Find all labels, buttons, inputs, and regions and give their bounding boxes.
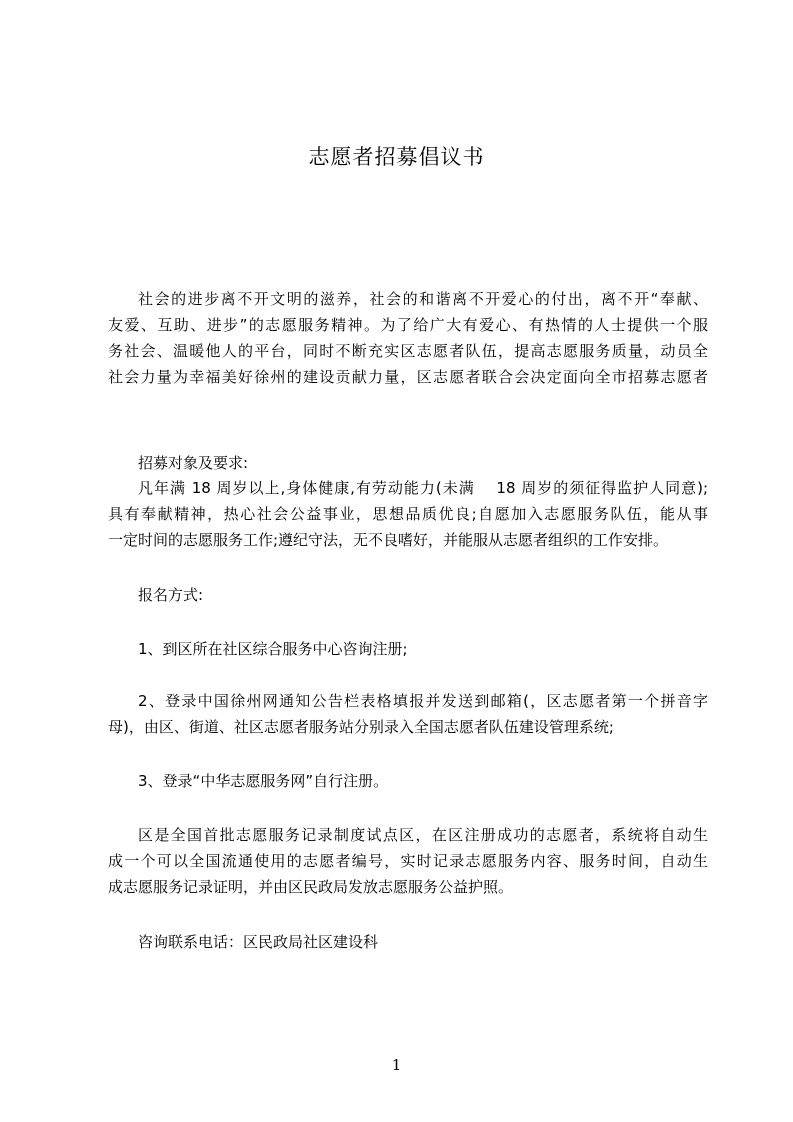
method-2-line: 母)，由区、街道、社区志愿者服务站分别录入全国志愿者队伍建设管理系统;: [108, 718, 614, 736]
method-3-text: 3、登录“中华志愿服务网”自行注册。: [138, 772, 389, 790]
intro-paragraph: [108, 286, 708, 390]
pilot-line: 成志愿服务记录证明，并由区民政局发放志愿服务公益护照。: [108, 878, 514, 896]
pilot-line: 成一个可以全国流通使用的志愿者编号，实时记录志愿服务内容、服务时间，自动生: [108, 852, 708, 870]
method-2-line: 2、登录中国徐州网通知公告栏表格填报并发送到邮箱(，区志愿者第一个拼音字: [138, 692, 708, 710]
page-title: 志愿者招募倡议书: [308, 145, 485, 169]
requirements-line: 具有奉献精神，热心社会公益事业，思想品质优良;自愿加入志愿服务队伍，能从事: [108, 505, 708, 523]
intro-line: 社会力量为幸福美好徐州的建设贡献力量，区志愿者联合会决定面向全市招募志愿者: [108, 368, 708, 386]
requirements-line: 一定时间的志愿服务工作;遵纪守法，无不良嗜好，并能服从志愿者组织的工作安排。: [108, 531, 669, 549]
method-1-text: 1、到区所在社区综合服务中心咨询注册;: [138, 640, 408, 658]
contact-text: 咨询联系电话：区民政局社区建设科: [138, 933, 379, 951]
requirements-paragraph: [108, 475, 708, 553]
requirements-heading: [108, 450, 708, 476]
requirements-line: 凡年满 18 周岁以上,身体健康,有劳动能力(未满 18 周岁的须征得监护人同意);: [138, 479, 708, 497]
signup-method-1: [108, 636, 708, 662]
pilot-line: 区是全国首批志愿服务记录制度试点区，在区注册成功的志愿者，系统将自动生: [138, 826, 708, 844]
signup-heading: [108, 582, 708, 608]
signup-method-3: [108, 768, 708, 794]
page-number: 1: [391, 1056, 402, 1074]
requirements-heading-text: 招募对象及要求:: [138, 454, 249, 472]
intro-line: 友爱、互助、进步”的志愿服务精神。为了给广大有爱心、有热情的人士提供一个服: [108, 316, 708, 334]
pilot-paragraph: [108, 822, 708, 900]
signup-method-2: [108, 688, 708, 740]
intro-line: 务社会、温暖他人的平台，同时不断充实区志愿者队伍，提高志愿服务质量，动员全: [108, 342, 708, 360]
contact-line: [108, 929, 708, 955]
intro-line: 社会的进步离不开文明的滋养，社会的和谐离不开爱心的付出，离不开“奉献、: [138, 290, 708, 308]
signup-heading-text: 报名方式:: [138, 586, 204, 604]
